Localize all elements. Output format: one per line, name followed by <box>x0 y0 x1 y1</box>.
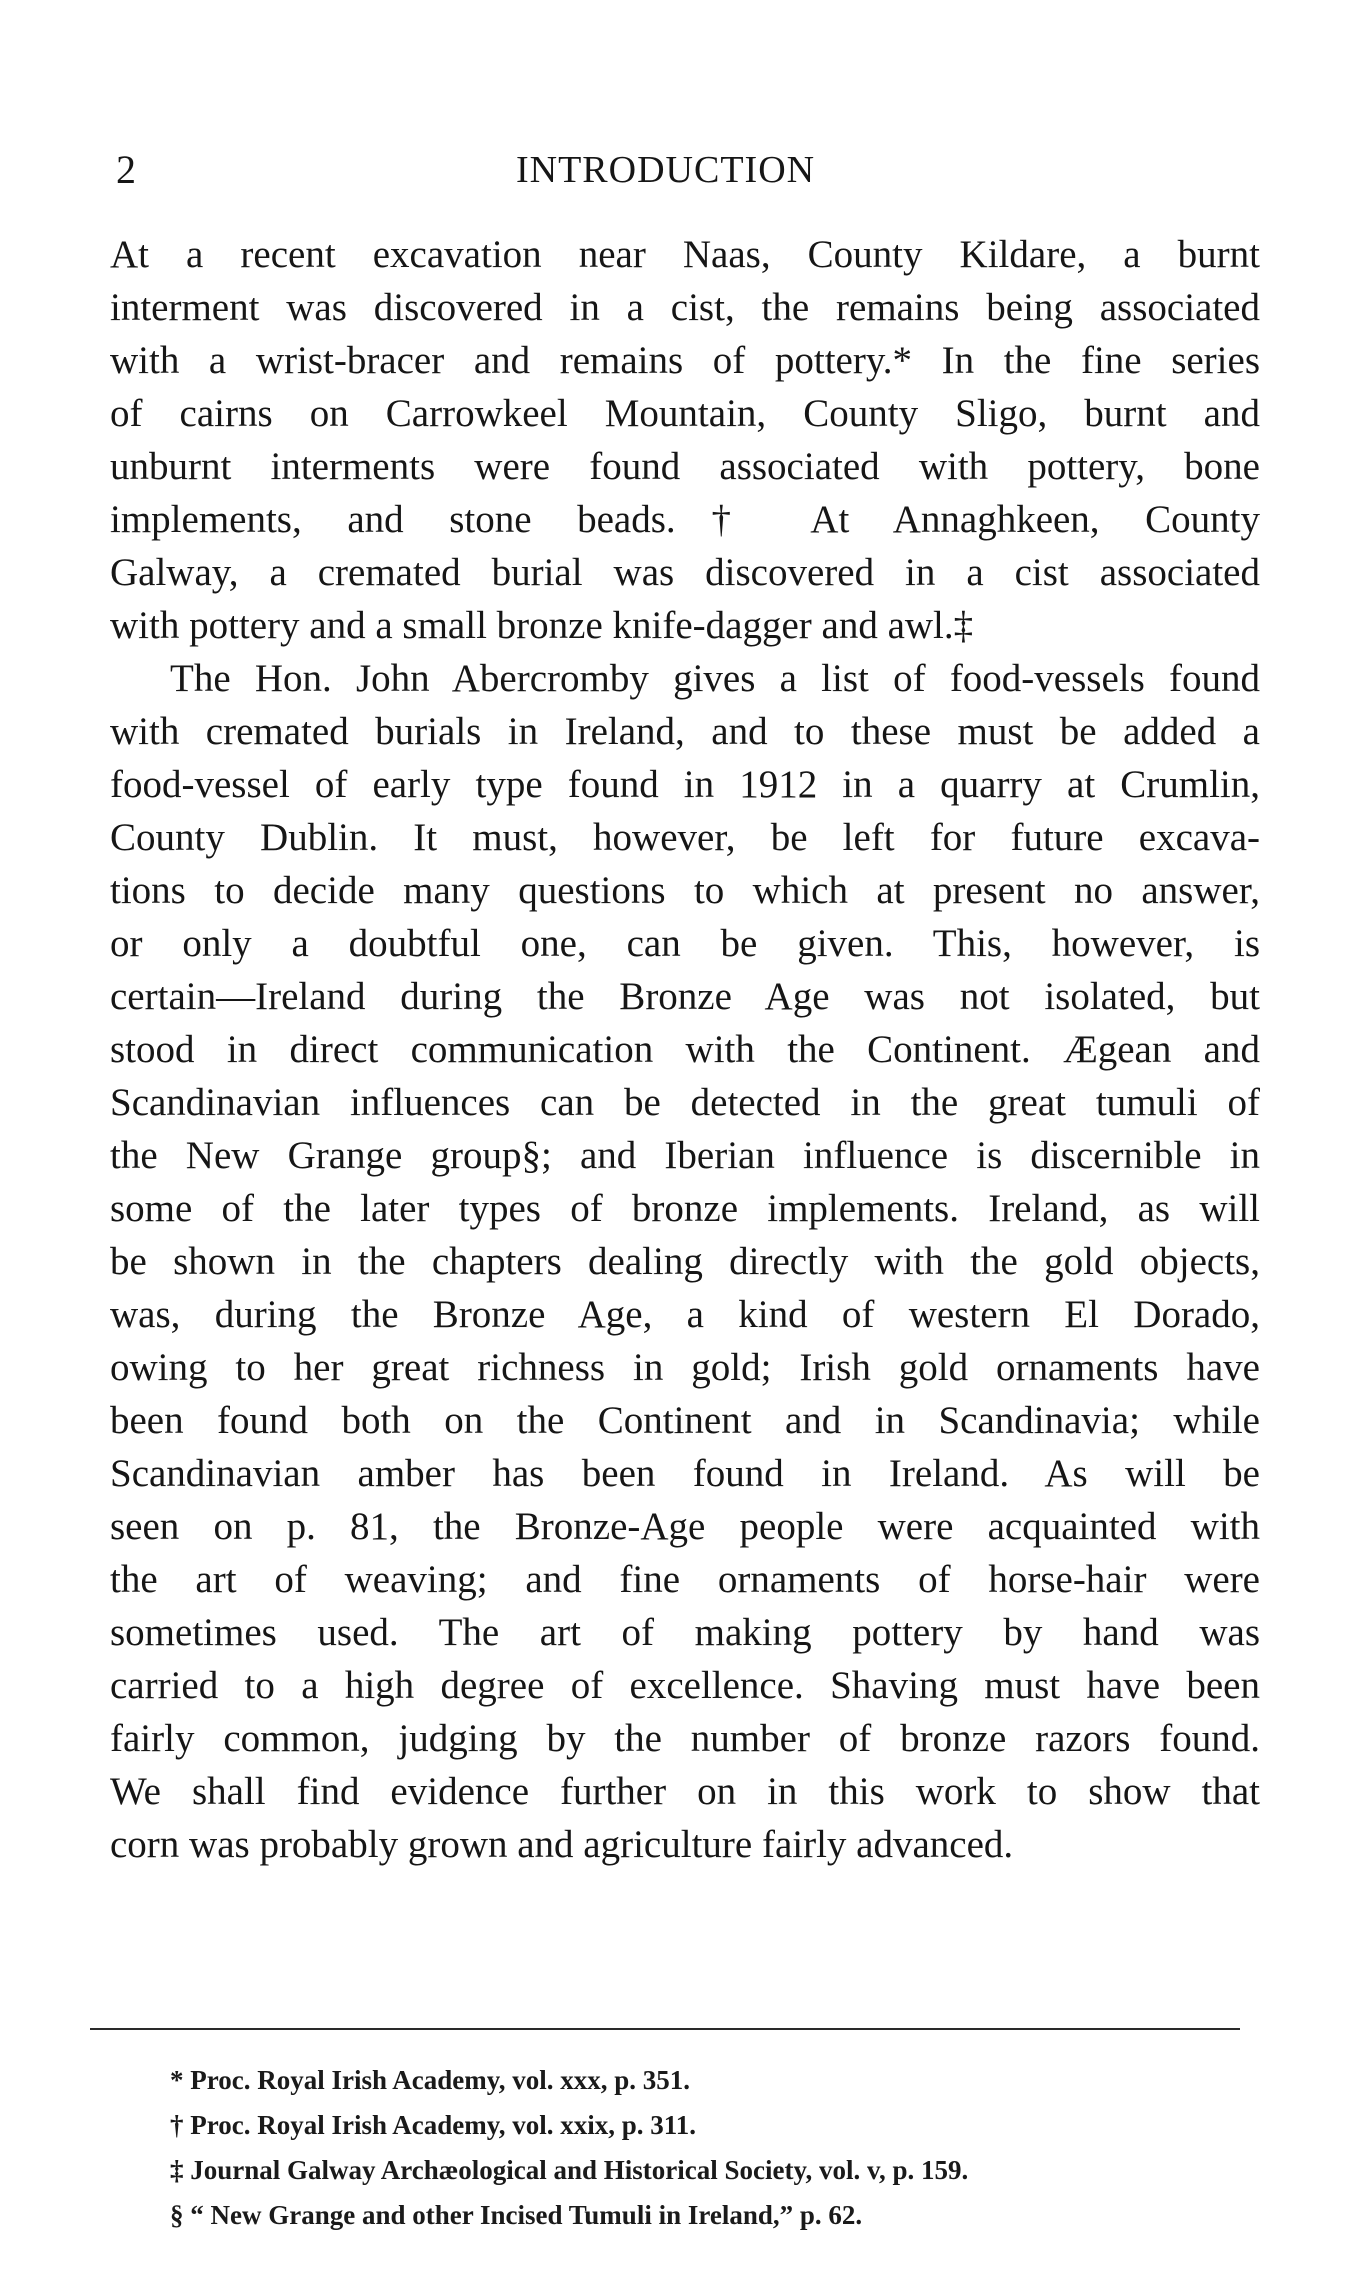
text-line: stood in direct communication with the Continent. Ægean and <box>110 1028 1260 1071</box>
text-line: food-vessel of early type found in 1912 in a quarry at Crumlin, <box>110 763 1260 806</box>
text-line: with pottery and a small bronze knife-dagger and awl.‡ <box>110 604 974 647</box>
text-line: owing to her great richness in gold; Irish gold ornaments have <box>110 1346 1260 1389</box>
text-line: Galway, a cremated burial was discovered in a cist associated <box>110 551 1260 594</box>
footnotes <box>170 2058 1250 2238</box>
text-line: tions to decide many questions to which at present no answer, <box>110 869 1260 912</box>
page-number: 2 <box>116 147 136 192</box>
footnote: † Proc. Royal Irish Academy, vol. xxix, p. 311. <box>170 2110 697 2140</box>
text-line: with a wrist-bracer and remains of pottery.* In the fine series <box>110 339 1260 382</box>
text-line: some of the later types of bronze implements. Ireland, as will <box>110 1187 1260 1230</box>
text-line: At a recent excavation near Naas, County Kildare, a burnt <box>110 233 1260 276</box>
text-line: interment was discovered in a cist, the remains being associated <box>110 286 1260 329</box>
body-text <box>110 228 1260 1871</box>
text-line: or only a doubtful one, can be given. This, however, is <box>110 922 1260 965</box>
text-line: the New Grange group§; and Iberian influence is discernible in <box>110 1134 1260 1177</box>
text-line: carried to a high degree of excellence. Shaving must have been <box>110 1664 1260 1707</box>
text-line: been found both on the Continent and in Scandinavia; while <box>110 1399 1260 1442</box>
text-line: unburnt interments were found associated with pottery, bone <box>110 445 1260 488</box>
text-line: implements, and stone beads.† At Annaghkeen, County <box>110 498 1260 541</box>
text-line: County Dublin. It must, however, be left for future excava- <box>110 816 1260 859</box>
text-line: with cremated burials in Ireland, and to these must be added a <box>110 710 1260 753</box>
text-line: The Hon. John Abercromby gives a list of food-vessels found <box>170 657 1260 700</box>
footnote: § “ New Grange and other Incised Tumuli in Ireland,” p. 62. <box>170 2200 863 2230</box>
text-line: fairly common, judging by the number of bronze razors found. <box>110 1717 1260 1760</box>
text-line: of cairns on Carrowkeel Mountain, County Sligo, burnt and <box>110 392 1260 435</box>
text-line: We shall find evidence further on in this work to show that <box>110 1770 1260 1813</box>
text-line: seen on p. 81, the Bronze-Age people were acquainted with <box>110 1505 1260 1548</box>
text-line: Scandinavian amber has been found in Ireland. As will be <box>110 1452 1260 1495</box>
footnote-divider <box>90 2028 1240 2030</box>
text-line: the art of weaving; and fine ornaments of horse-hair were <box>110 1558 1260 1601</box>
text-line: Scandinavian influences can be detected in the great tumuli of <box>110 1081 1260 1124</box>
footnote: ‡ Journal Galway Archæological and Historical Society, vol. v, p. 159. <box>170 2155 969 2185</box>
text-line: be shown in the chapters dealing directly with the gold objects, <box>110 1240 1260 1283</box>
footnote: * Proc. Royal Irish Academy, vol. xxx, p. 351. <box>170 2065 691 2095</box>
page-header <box>116 140 1246 200</box>
text-line: was, during the Bronze Age, a kind of western El Dorado, <box>110 1293 1260 1336</box>
running-head: INTRODUCTION <box>516 149 816 191</box>
text-line: sometimes used. The art of making pottery by hand was <box>110 1611 1260 1654</box>
text-line: corn was probably grown and agriculture fairly advanced. <box>110 1823 1014 1866</box>
text-line: certain—Ireland during the Bronze Age was not isolated, but <box>110 975 1260 1018</box>
